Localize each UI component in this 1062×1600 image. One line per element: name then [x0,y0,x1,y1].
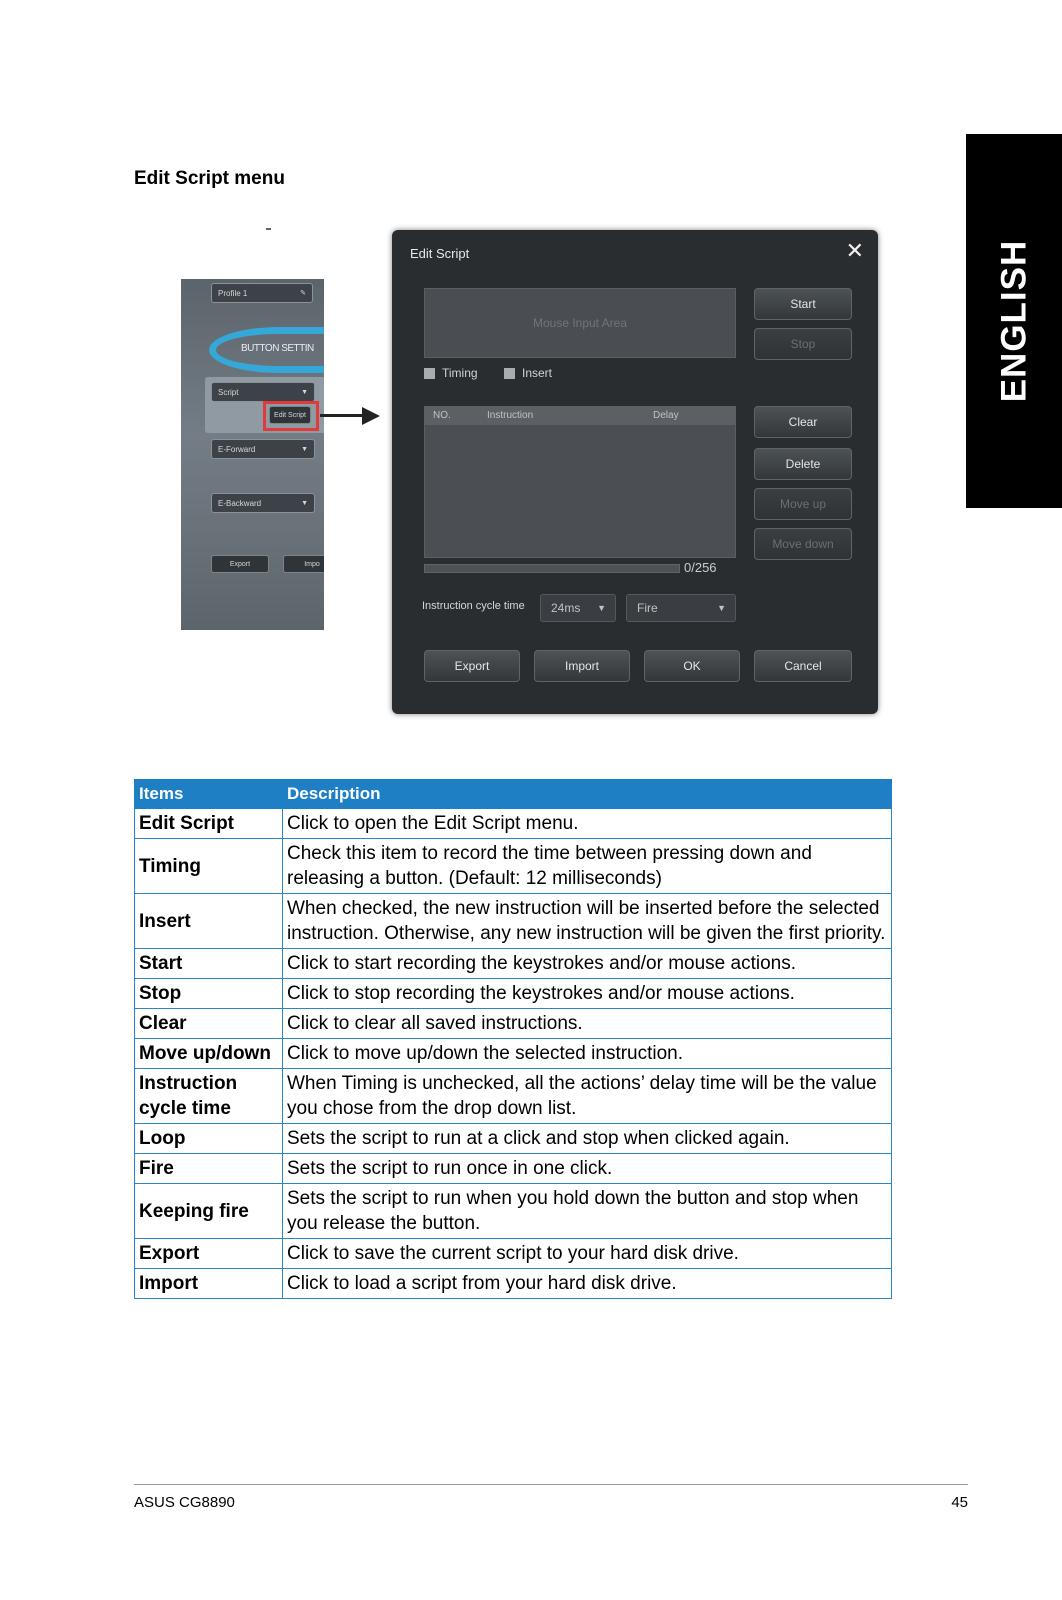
header-items: Items [135,780,283,809]
column-delay: Delay [653,410,679,421]
row-item: Loop [135,1124,283,1154]
instruction-list-header [425,407,735,425]
cycle-time-dropdown[interactable] [540,594,616,622]
table-row [135,894,892,949]
table-row [135,949,892,979]
edit-script-button[interactable]: Edit Script [269,406,311,424]
row-item: Import [135,1269,283,1299]
edit-script-highlight [263,401,319,431]
script-dropdown-value: Script [218,388,239,397]
mode-value: Fire [637,601,658,615]
row-item: Timing [135,839,283,894]
instruction-counter: 0/256 [684,560,717,575]
instruction-list[interactable] [424,406,736,558]
row-description: Sets the script to run at a click and stop when clicked again. [283,1124,892,1154]
arrow-head-icon [362,407,380,425]
row-description: When checked, the new instruction will be inserted before the selected instruction. Otherwise, any new instruction will be given the first priority. [283,894,892,949]
row-item: Keeping fire [135,1184,283,1239]
instruction-progress-bar [424,564,680,573]
row-item: Clear [135,1009,283,1039]
row-description: Sets the script to run once in one click. [283,1154,892,1184]
table-row [135,1184,892,1239]
button-settings-panel [181,279,324,630]
panel-import-button[interactable]: Impo [283,555,324,573]
row-description: Click to save the current script to your hard disk drive. [283,1239,892,1269]
row-item: Start [135,949,283,979]
timing-checkbox[interactable] [424,366,478,380]
row-description: Sets the script to run when you hold down the button and stop when you release the button. [283,1184,892,1239]
row-item: Instruction cycle time [135,1069,283,1124]
forward-dropdown[interactable] [211,439,315,459]
column-instruction: Instruction [487,410,534,421]
close-icon[interactable]: ✕ [845,238,864,263]
dialog-title: Edit Script [410,246,470,261]
table-row [135,839,892,894]
row-description: Click to open the Edit Script menu. [283,809,892,839]
checkbox-icon[interactable] [504,368,515,379]
language-tab-label: ENGLISH [994,239,1034,403]
section-title: Edit Script menu [134,168,285,189]
timing-label: Timing [442,366,478,380]
row-description: Check this item to record the time between pressing down and releasing a button. (Default: 12 milliseconds) [283,839,892,894]
profile-label: Profile 1 [218,289,248,298]
chevron-down-icon: ▼ [597,603,606,613]
chevron-down-icon: ▼ [301,389,308,396]
items-table [134,779,892,1299]
edit-script-dialog [392,230,878,714]
arrow-right-icon [320,414,366,417]
table-row [135,1124,892,1154]
table-row [135,809,892,839]
column-no: NO. [433,410,451,421]
pencil-icon[interactable]: ✎ [300,290,306,297]
decorative-dash [266,228,271,230]
row-description: Click to stop recording the keystrokes and/or mouse actions. [283,979,892,1009]
forward-dropdown-value: E-Forward [218,445,256,454]
profile-field[interactable] [211,283,313,303]
script-dropdown[interactable] [211,382,315,402]
table-row [135,1239,892,1269]
mouse-input-area[interactable] [424,288,736,358]
row-item: Fire [135,1154,283,1184]
header-description: Description [283,780,892,809]
cycle-time-value: 24ms [551,601,581,615]
stop-button[interactable]: Stop [754,328,852,360]
row-item: Export [135,1239,283,1269]
footer-model: ASUS CG8890 [134,1494,235,1511]
row-description: Click to move up/down the selected instruction. [283,1039,892,1069]
table-row [135,1269,892,1299]
page-number: 45 [951,1494,968,1511]
chevron-down-icon: ▼ [301,446,308,453]
import-button[interactable]: Import [534,650,630,682]
row-item: Stop [135,979,283,1009]
cancel-button[interactable]: Cancel [754,650,852,682]
backward-dropdown[interactable] [211,493,315,513]
table-row [135,1009,892,1039]
table-row [135,1154,892,1184]
insert-label: Insert [522,366,553,380]
row-description: Click to start recording the keystrokes and/or mouse actions. [283,949,892,979]
row-item: Edit Script [135,809,283,839]
table-header-row [135,780,892,809]
banner-text: BUTTON SETTIN [241,343,314,354]
table-row [135,979,892,1009]
move-down-button[interactable]: Move down [754,528,852,560]
cycle-time-label: Instruction cycle time [422,600,525,612]
row-item: Move up/down [135,1039,283,1069]
row-item: Insert [135,894,283,949]
row-description: Click to load a script from your hard disk drive. [283,1269,892,1299]
row-description: When Timing is unchecked, all the actions’ delay time will be the value you chose from the drop down list. [283,1069,892,1124]
chevron-down-icon: ▼ [717,603,726,613]
chevron-down-icon: ▼ [301,500,308,507]
move-up-button[interactable]: Move up [754,488,852,520]
checkbox-icon[interactable] [424,368,435,379]
start-button[interactable]: Start [754,288,852,320]
ok-button[interactable]: OK [644,650,740,682]
clear-button[interactable]: Clear [754,406,852,438]
table-row [135,1069,892,1124]
delete-button[interactable]: Delete [754,448,852,480]
row-description: Click to clear all saved instructions. [283,1009,892,1039]
footer-divider [134,1484,968,1485]
export-button[interactable]: Export [424,650,520,682]
mode-dropdown[interactable] [626,594,736,622]
mouse-input-area-label: Mouse Input Area [532,316,628,330]
language-tab [966,134,1062,508]
insert-checkbox[interactable] [504,366,552,380]
backward-dropdown-value: E-Backward [218,499,262,508]
table-row [135,1039,892,1069]
panel-export-button[interactable]: Export [211,555,269,573]
